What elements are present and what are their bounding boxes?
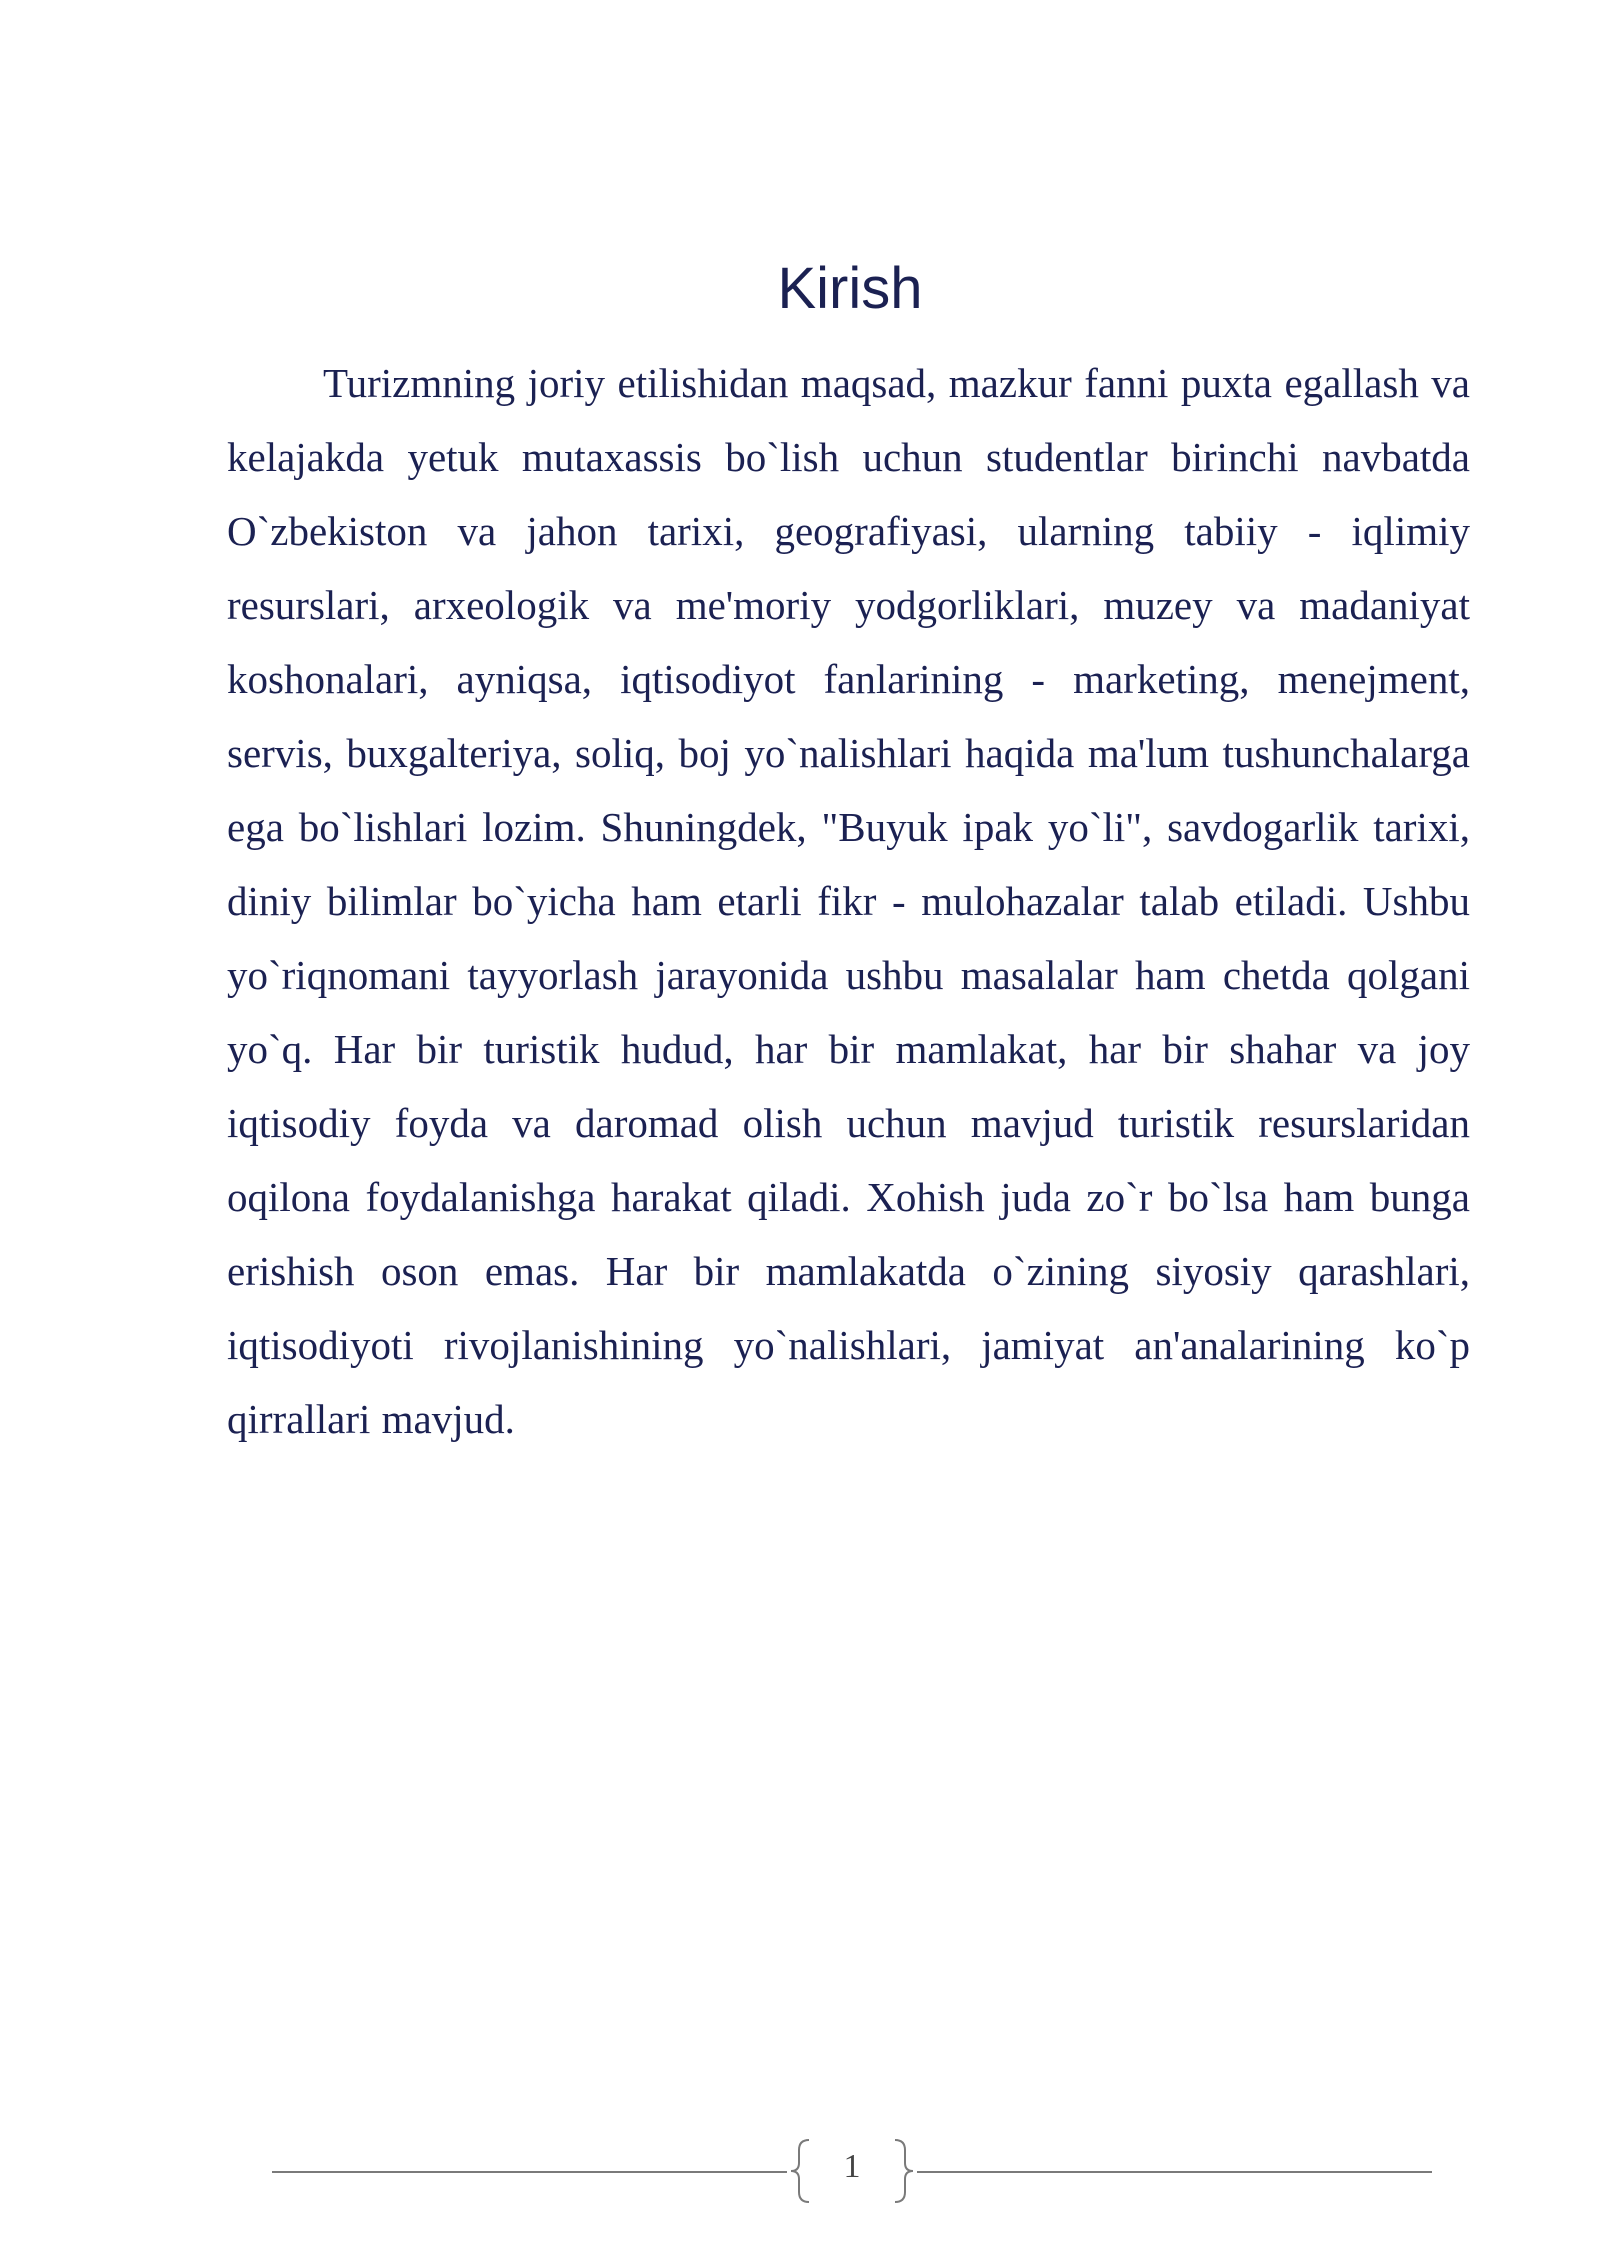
page-title: Kirish (777, 256, 923, 321)
footer-divider-left (272, 2171, 787, 2173)
page-number-frame (787, 2136, 917, 2206)
body-paragraph: Turizmning joriy etilishidan maqsad, mazkur fanni puxta egallash va kelajakda yetuk mutaxassis bo`lish uchun studentlar birinchi navbatda O`zbekiston va jahon tarixi, geografiyasi, ularning tabiiy - iqlimiy resurslari, arxeologik va me'moriy yodgorliklari, muzey va madaniyat koshonalari, ayniqsa, iqtisodiyot fanlarining - marketing, menejment, servis, buxgalteriya, soliq, boj yo`nalishlari haqida ma'lum tushunchalarga ega bo`lishlari lozim. Shuningdek, "Buyuk ipak yo`li", savdogarlik tarixi, diniy bilimlar bo`yicha ham etarli fikr - mulohazalar talab etiladi. Ushbu yo`riqnomani tayyorlash jarayonida ushbu masalalar ham chetda qolgani yo`q. Har bir turistik hudud, har bir mamlakat, har bir shahar va joy iqtisodiy foyda va daromad olish uchun mavjud turistik resurslaridan oqilona foydalanishga harakat qiladi. Xohish juda zo`r bo`lsa ham bunga erishish oson emas. Har bir mamlakatda o`zining siyosiy qarashlari, iqtisodiyoti rivojlanishining yo`nalishlari, jamiyat an'analarining ko`p qirrallari mavjud. (227, 360, 1470, 1442)
page-number: 1 (843, 2148, 861, 2185)
footer-divider-right (917, 2171, 1432, 2173)
page-footer (272, 2136, 1432, 2206)
